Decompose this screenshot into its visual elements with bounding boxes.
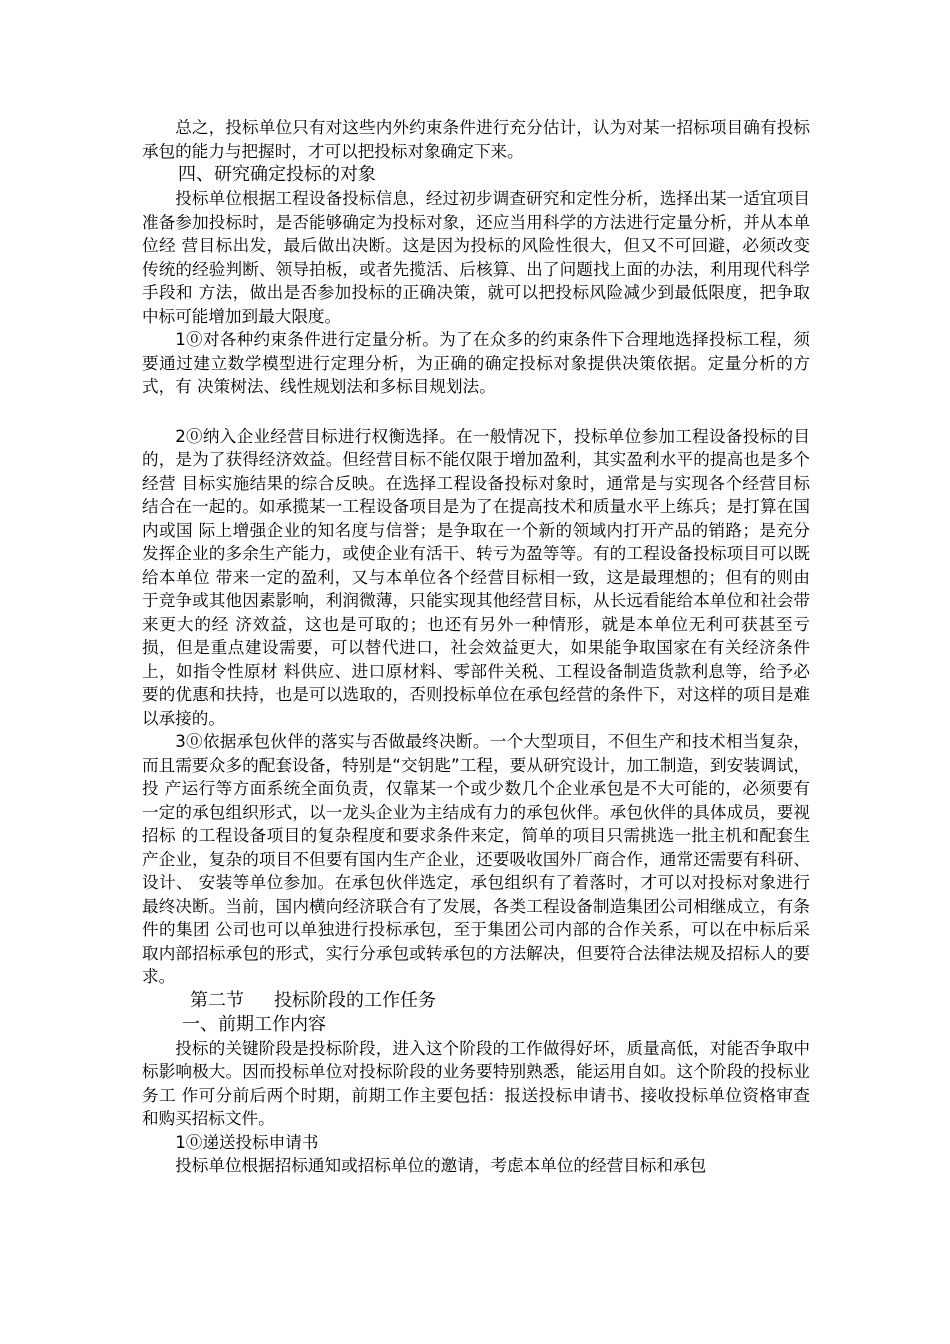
document-page	[142, 116, 810, 1178]
paragraph-stage: 投标的关键阶段是投标阶段，进入这个阶段的工作做得好坏，质量高低，对能否争取中标影响极大。因而投标单位对投标阶段的业务要特别熟悉，能运用自如。这个阶段的投标业务工 作可分前后两个时期，前期工作主要包括：报送投标申请书、接收投标单位资格审查和购买招标文件。	[142, 1038, 810, 1128]
section-heading-four: 四、研究确定投标的对象	[178, 164, 376, 185]
paragraph-item-3: 3⓪依据承包伙伴的落实与否做最终决断。一个大型项目，不但生产和技术相当复杂，而且需要众多的配套设备，特别是“交钥匙”工程，要从研究设计，加工制造，到安装调试，投 产运行等方面系统全面负责，仅靠某一个或少数几个企业承包是不大可能的，必须要有一定的承包组织形式，以一龙头企业为主结成有力的承包伙伴。承包伙伴的具体成员，要视招标 的工程设备项目的复杂程度和要求条件来定，简单的项目只需挑选一批主机和配套生产企业，复杂的项目不但要有国内生产企业，还要吸收国外厂商合作，通常还需要有科研、设计、 安装等单位参加。在承包伙伴选定，承包组织有了着落时，才可以对投标对象进行最终决断。当前，国内横向经济联合有了发展，各类工程设备制造集团公司相继成立，有条件的集团 公司也可以单独进行投标承包，至于集团公司内部的合作关系，可以在中标后采取内部招标承包的形式，实行分承包或转承包的方法解决，但要符合法律法规及招标人的要求。	[142, 732, 810, 986]
paragraph-item-1: 1⓪对各种约束条件进行定量分析。为了在众多的约束条件下合理地选择投标工程，须要通过建立数学模型进行定理分析，为正确的确定投标对象提供决策依据。定量分析的方式，有 决策树法、线性规划法和多标目规划法。	[142, 330, 810, 396]
paragraph-summary: 总之，投标单位只有对这些内外约束条件进行充分估计，认为对某一招标项目确有投标承包的能力与把握时，才可以把投标对象确定下来。	[142, 118, 810, 161]
paragraph-submit: 投标单位根据招标通知或招标单位的邀请，考虑本单位的经营目标和承包	[175, 1156, 707, 1175]
chapter-title: 投标阶段的工作任务	[274, 989, 436, 1011]
blank-line	[142, 399, 810, 425]
paragraph-intro: 投标单位根据工程设备投标信息，经过初步调查研究和定性分析，选择出某一适宜项目准备参加投标时，是否能够确定为投标对象，还应当用科学的方法进行定量分析，并从本单位经 营目标出发，最后做出决断。这是因为投标的风险性很大，但又不可回避，必须改变传统的经验判断、领导拍板，或者先揽活、后核算、出了问题找上面的办法，利用现代科学手段和 方法，做出是否参加投标的正确决策，就可以把投标风险减少到最低限度，把争取中标可能增加到最大限度。	[142, 189, 810, 326]
subsection-heading-one: 一、前期工作内容	[182, 1013, 326, 1035]
chapter-number: 第二节	[190, 989, 244, 1011]
list-item-submit: 1⓪递送投标申请书	[175, 1132, 319, 1152]
paragraph-item-2: 2⓪纳入企业经营目标进行权衡选择。在一般情况下，投标单位参加工程设备投标的目的，是为了获得经济效益。但经营目标不能仅限于增加盈利，其实盈利水平的提高也是多个经营 目标实施结果的综合反映。在选择工程设备投标对象时，通常是与实现各个经营目标结合在一起的。如承揽某一工程设备项目是为了在提高技术和质量水平上练兵；是打算在国内或国 际上增强企业的知名度与信誉；是争取在一个新的领域内打开产品的销路；是充分发挥企业的多余生产能力，或使企业有活干、转亏为盈等等。有的工程设备投标项目可以既给本单位 带来一定的盈利，又与本单位各个经营目标相一致，这是最理想的；但有的则由于竞争或其他因素影响，利润微薄，只能实现其他经营目标，从长远看能给本单位和社会带来更大的经 济效益，这也是可取的；也还有另外一种情形，就是本单位无利可获甚至亏损，但是重点建设需要，可以替代进口，社会效益更大，如果能争取国家在有关经济条件上，如指令性原材 料供应、进口原材料、零部件关税、工程设备制造货款利息等，给予必要的优惠和扶持，也是可以选取的，否则投标单位在承包经营的条件下，对这样的项目是难以承接的。	[142, 426, 810, 728]
chapter-heading	[142, 989, 810, 1013]
